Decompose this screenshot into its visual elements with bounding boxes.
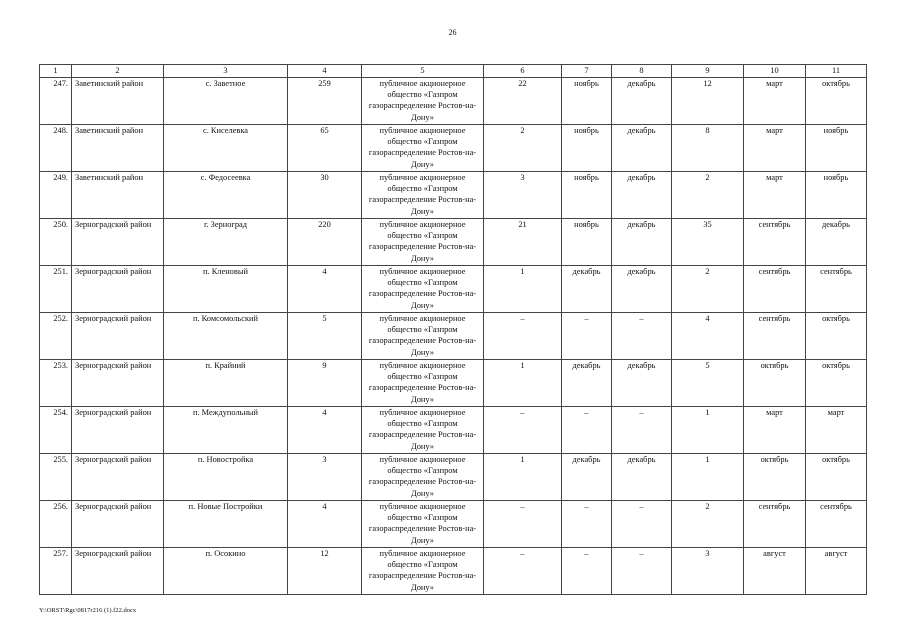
col9-cell: 35 (672, 219, 744, 266)
col8-cell: декабрь (612, 360, 672, 407)
col6-cell: 1 (484, 360, 562, 407)
col9-cell: 1 (672, 407, 744, 454)
count-cell: 259 (288, 78, 362, 125)
header-cell: 5 (362, 65, 484, 78)
header-cell: 2 (72, 65, 164, 78)
col8-cell: – (612, 548, 672, 595)
locality-cell: п. Осокино (164, 548, 288, 595)
col9-cell: 3 (672, 548, 744, 595)
locality-cell: п. Кленовый (164, 266, 288, 313)
col6-cell: – (484, 501, 562, 548)
col10-cell: март (744, 407, 806, 454)
district-cell: Зерноградский район (72, 501, 164, 548)
district-cell: Заветинский район (72, 172, 164, 219)
col10-cell: март (744, 78, 806, 125)
table-header-row (40, 65, 867, 78)
organization-cell: публичное акционерное общество «Газпром газораспределение Ростов-на-Дону» (362, 313, 484, 360)
col7-cell: ноябрь (562, 125, 612, 172)
table-row (40, 360, 867, 407)
table-row (40, 407, 867, 454)
row-number-cell: 253. (40, 360, 72, 407)
col11-cell: октябрь (806, 360, 867, 407)
col11-cell: декабрь (806, 219, 867, 266)
col7-cell: ноябрь (562, 172, 612, 219)
header-cell: 3 (164, 65, 288, 78)
district-cell: Заветинский район (72, 125, 164, 172)
row-number-cell: 248. (40, 125, 72, 172)
col9-cell: 2 (672, 501, 744, 548)
page-number: 26 (448, 28, 457, 37)
organization-cell: публичное акционерное общество «Газпром газораспределение Ростов-на-Дону» (362, 360, 484, 407)
count-cell: 4 (288, 266, 362, 313)
header-cell: 7 (562, 65, 612, 78)
col8-cell: декабрь (612, 78, 672, 125)
col7-cell: ноябрь (562, 219, 612, 266)
district-cell: Зерноградский район (72, 219, 164, 266)
col9-cell: 12 (672, 78, 744, 125)
col9-cell: 8 (672, 125, 744, 172)
table-row (40, 219, 867, 266)
col9-cell: 4 (672, 313, 744, 360)
header-cell: 10 (744, 65, 806, 78)
col10-cell: март (744, 125, 806, 172)
col8-cell: декабрь (612, 125, 672, 172)
col7-cell: декабрь (562, 454, 612, 501)
count-cell: 9 (288, 360, 362, 407)
header-cell: 8 (612, 65, 672, 78)
col11-cell: март (806, 407, 867, 454)
col8-cell: декабрь (612, 266, 672, 313)
locality-cell: п. Новые Постройки (164, 501, 288, 548)
organization-cell: публичное акционерное общество «Газпром газораспределение Ростов-на-Дону» (362, 172, 484, 219)
locality-cell: с. Федосеевка (164, 172, 288, 219)
col6-cell: 1 (484, 266, 562, 313)
header-cell: 4 (288, 65, 362, 78)
col10-cell: сентябрь (744, 501, 806, 548)
table-row (40, 501, 867, 548)
district-cell: Заветинский район (72, 78, 164, 125)
count-cell: 220 (288, 219, 362, 266)
table-row (40, 172, 867, 219)
col8-cell: – (612, 501, 672, 548)
col8-cell: декабрь (612, 219, 672, 266)
organization-cell: публичное акционерное общество «Газпром газораспределение Ростов-на-Дону» (362, 219, 484, 266)
col7-cell: – (562, 548, 612, 595)
col10-cell: сентябрь (744, 313, 806, 360)
col11-cell: ноябрь (806, 172, 867, 219)
header-cell: 1 (40, 65, 72, 78)
district-cell: Зерноградский район (72, 360, 164, 407)
table-row (40, 78, 867, 125)
col6-cell: 3 (484, 172, 562, 219)
col11-cell: сентябрь (806, 266, 867, 313)
col7-cell: – (562, 501, 612, 548)
table-row (40, 266, 867, 313)
col7-cell: – (562, 313, 612, 360)
col6-cell: – (484, 548, 562, 595)
organization-cell: публичное акционерное общество «Газпром газораспределение Ростов-на-Дону» (362, 78, 484, 125)
row-number-cell: 249. (40, 172, 72, 219)
col6-cell: – (484, 407, 562, 454)
row-number-cell: 250. (40, 219, 72, 266)
col6-cell: 21 (484, 219, 562, 266)
col10-cell: март (744, 172, 806, 219)
col11-cell: ноябрь (806, 125, 867, 172)
col11-cell: октябрь (806, 313, 867, 360)
row-number-cell: 257. (40, 548, 72, 595)
table-row (40, 454, 867, 501)
col11-cell: октябрь (806, 454, 867, 501)
locality-cell: п. Новостройка (164, 454, 288, 501)
col6-cell: 22 (484, 78, 562, 125)
file-path-footer: Y:\ORST\Rgc\0817r216 (1).f22.docx (39, 607, 137, 614)
col8-cell: декабрь (612, 172, 672, 219)
organization-cell: публичное акционерное общество «Газпром газораспределение Ростов-на-Дону» (362, 501, 484, 548)
organization-cell: публичное акционерное общество «Газпром газораспределение Ростов-на-Дону» (362, 266, 484, 313)
col7-cell: – (562, 407, 612, 454)
col7-cell: ноябрь (562, 78, 612, 125)
header-cell: 9 (672, 65, 744, 78)
col6-cell: 2 (484, 125, 562, 172)
col7-cell: декабрь (562, 266, 612, 313)
table-row (40, 125, 867, 172)
organization-cell: публичное акционерное общество «Газпром газораспределение Ростов-на-Дону» (362, 407, 484, 454)
gasification-schedule-table (39, 64, 867, 595)
row-number-cell: 254. (40, 407, 72, 454)
col8-cell: – (612, 407, 672, 454)
count-cell: 12 (288, 548, 362, 595)
district-cell: Зерноградский район (72, 548, 164, 595)
locality-cell: г. Зерноград (164, 219, 288, 266)
col8-cell: декабрь (612, 454, 672, 501)
count-cell: 30 (288, 172, 362, 219)
row-number-cell: 251. (40, 266, 72, 313)
col9-cell: 1 (672, 454, 744, 501)
locality-cell: п. Крайний (164, 360, 288, 407)
count-cell: 3 (288, 454, 362, 501)
count-cell: 65 (288, 125, 362, 172)
count-cell: 5 (288, 313, 362, 360)
table-row (40, 313, 867, 360)
district-cell: Зерноградский район (72, 454, 164, 501)
col10-cell: октябрь (744, 454, 806, 501)
col11-cell: октябрь (806, 78, 867, 125)
locality-cell: п. Междупольный (164, 407, 288, 454)
organization-cell: публичное акционерное общество «Газпром газораспределение Ростов-на-Дону» (362, 548, 484, 595)
row-number-cell: 255. (40, 454, 72, 501)
district-cell: Зерноградский район (72, 407, 164, 454)
locality-cell: п. Комсомольский (164, 313, 288, 360)
col10-cell: сентябрь (744, 266, 806, 313)
col10-cell: сентябрь (744, 219, 806, 266)
table-row (40, 548, 867, 595)
count-cell: 4 (288, 501, 362, 548)
row-number-cell: 256. (40, 501, 72, 548)
col6-cell: 1 (484, 454, 562, 501)
col11-cell: август (806, 548, 867, 595)
col8-cell: – (612, 313, 672, 360)
col9-cell: 5 (672, 360, 744, 407)
header-cell: 6 (484, 65, 562, 78)
col9-cell: 2 (672, 266, 744, 313)
locality-cell: с. Заветное (164, 78, 288, 125)
col11-cell: сентябрь (806, 501, 867, 548)
locality-cell: с. Киселевка (164, 125, 288, 172)
col10-cell: август (744, 548, 806, 595)
district-cell: Зерноградский район (72, 313, 164, 360)
district-cell: Зерноградский район (72, 266, 164, 313)
row-number-cell: 252. (40, 313, 72, 360)
count-cell: 4 (288, 407, 362, 454)
col10-cell: октябрь (744, 360, 806, 407)
col9-cell: 2 (672, 172, 744, 219)
header-cell: 11 (806, 65, 867, 78)
row-number-cell: 247. (40, 78, 72, 125)
col6-cell: – (484, 313, 562, 360)
organization-cell: публичное акционерное общество «Газпром газораспределение Ростов-на-Дону» (362, 125, 484, 172)
organization-cell: публичное акционерное общество «Газпром газораспределение Ростов-на-Дону» (362, 454, 484, 501)
col7-cell: декабрь (562, 360, 612, 407)
